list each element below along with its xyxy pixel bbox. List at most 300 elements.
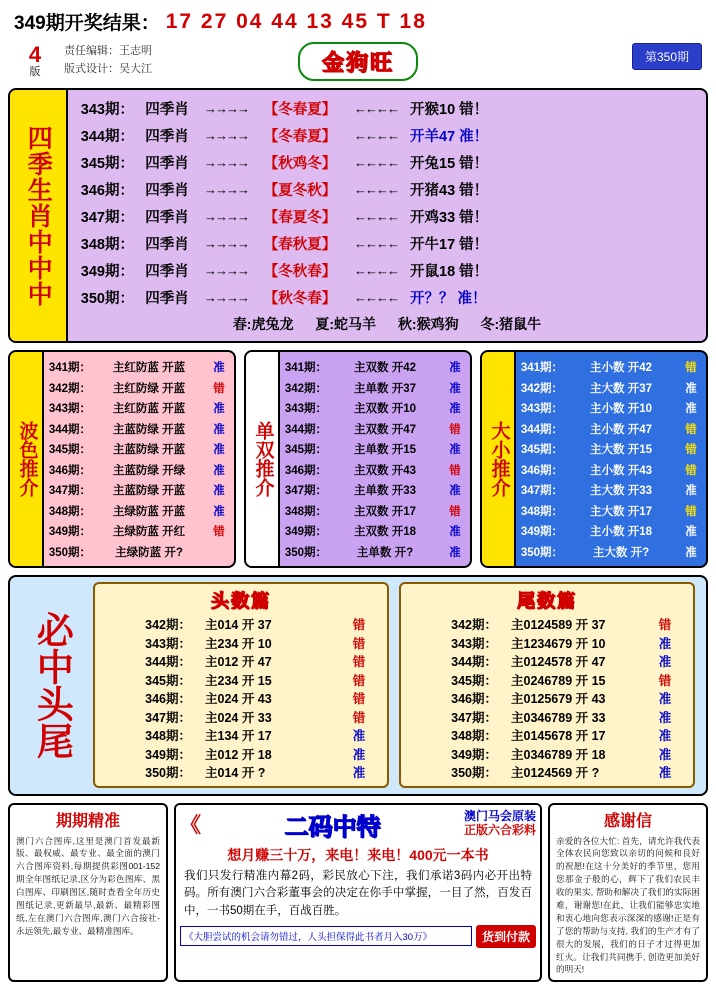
tip-issue: 347期： [48, 485, 91, 498]
footer [8, 803, 708, 983]
tip-issue: 343期： [48, 403, 91, 416]
row-issue: 342期： [451, 618, 497, 633]
row-issue: 343期： [451, 636, 497, 651]
season-zodiac-tag-text: 四季生肖中中中 [24, 124, 53, 307]
row-content: 主0346789 开 18 [511, 747, 606, 762]
row-content: 主0124578 开 47 [511, 655, 606, 670]
edition-number: 4 [28, 42, 42, 67]
row-issue: 343期： [145, 636, 191, 651]
tip-content: 主绿防蓝 开蓝 [112, 505, 186, 518]
row-status: 准 [352, 729, 366, 744]
tip-issue: 342期： [284, 382, 327, 395]
tip-status: 错 [685, 505, 697, 518]
row-issue: 347期： [145, 710, 191, 725]
tip-status: 错 [213, 382, 225, 395]
row-status: 错 [352, 636, 366, 651]
row-content: 主134 开 17 [205, 729, 272, 744]
ad-origin-line2: 正版六合彩料 [463, 823, 536, 837]
row-issue: 344期： [451, 655, 497, 670]
row-status: 错 [658, 618, 672, 633]
row-issue: 346期： [80, 183, 134, 199]
footer-col1-title-text: 期期精准 [55, 812, 120, 830]
head-section-title [99, 586, 383, 615]
tip-row [283, 460, 467, 481]
tip-row [519, 419, 703, 440]
tip-issue: 346期： [520, 464, 563, 477]
tip-status: 错 [213, 526, 225, 539]
row-prediction: 【冬春夏】 [263, 129, 337, 145]
tip-status: 错 [685, 444, 697, 457]
oddeven-tip-rows [280, 352, 470, 566]
season-zodiac-panel [8, 88, 708, 343]
tip-issue: 346期： [48, 464, 91, 477]
ad-title-text: 二码中特 [284, 813, 381, 841]
row-arrow-right: ←←←← [354, 155, 398, 170]
tail-row [405, 745, 689, 764]
tip-status: 准 [213, 485, 225, 498]
tail-row [405, 726, 689, 745]
row-arrow-right: ←←←← [354, 290, 398, 305]
tip-status: 错 [449, 423, 461, 436]
tip-issue: 341期： [48, 362, 91, 375]
tip-status: 准 [449, 444, 461, 457]
tip-issue: 347期： [284, 485, 327, 498]
tip-row [519, 398, 703, 419]
tip-content: 主小数 开47 [590, 423, 652, 436]
bigsmall-tip-tag [482, 352, 516, 566]
tip-row [283, 357, 467, 378]
oddeven-tip-tag [246, 352, 280, 566]
tip-content: 主红防蓝 开蓝 [112, 403, 186, 416]
tip-issue: 347期： [520, 485, 563, 498]
row-type: 四季肖 [145, 264, 189, 280]
credit-editor: 责任编辑：王志明 [64, 45, 152, 58]
head-row [99, 708, 383, 727]
tail-row [405, 689, 689, 708]
tip-row [47, 480, 231, 501]
legend-winter: 冬:猪鼠牛 [480, 316, 542, 332]
head-row [99, 671, 383, 690]
tip-issue: 350期： [284, 546, 327, 559]
tip-content: 主绿防蓝 开? [115, 546, 183, 559]
row-issue: 347期： [80, 210, 134, 226]
row-content: 主014 开 ? [205, 766, 266, 781]
tip-status: 准 [213, 444, 225, 457]
tip-row [283, 439, 467, 460]
tip-row [283, 419, 467, 440]
ad-note-text: 《大胆尝试的机会请勿错过，人头担保得此书者月入30万》 [180, 926, 472, 946]
head-row [99, 726, 383, 745]
tip-issue: 349期： [48, 526, 91, 539]
row-status: 准 [352, 766, 366, 781]
tip-row [47, 460, 231, 481]
tip-content: 主红防蓝 开蓝 [112, 362, 186, 375]
row-prediction: 【夏冬秋】 [263, 183, 337, 199]
row-content: 主0145678 开 17 [511, 729, 606, 744]
season-zodiac-row [72, 284, 702, 311]
tip-issue: 346期： [284, 464, 327, 477]
tip-status: 准 [685, 485, 697, 498]
row-arrow-left: →→→→ [204, 101, 248, 116]
mid-panels [8, 350, 708, 568]
tip-content: 主大数 开33 [590, 485, 652, 498]
row-result: 开羊47 准！ [410, 129, 489, 145]
ad-subtitle: 想月赚三十万，来电！来电！400元一本书 [227, 846, 489, 863]
tip-content: 主双数 开18 [354, 526, 416, 539]
tip-issue: 341期： [520, 362, 563, 375]
tip-row [47, 521, 231, 542]
footer-col3-title [550, 805, 706, 833]
row-issue: 346期： [145, 692, 191, 707]
tip-status: 准 [449, 362, 461, 375]
season-zodiac-row [72, 95, 702, 122]
row-issue: 342期： [145, 618, 191, 633]
credit-designer: 版式设计：吴大江 [64, 63, 152, 75]
result-numbers: 17 27 04 44 13 45 T 18 [165, 9, 427, 33]
edition-badge [12, 41, 58, 81]
tip-row [519, 460, 703, 481]
row-content: 主012 开 18 [205, 747, 272, 762]
tip-row [519, 357, 703, 378]
ad-title [201, 807, 464, 842]
row-result: 开兔15 错！ [410, 156, 489, 172]
row-content: 主0124569 开 ? [511, 766, 600, 781]
issue-badge: 第350期 [632, 43, 702, 70]
row-result: 开猴10 错！ [410, 102, 489, 118]
tip-row [283, 542, 467, 563]
tip-content: 主双数 开43 [354, 464, 416, 477]
tip-issue: 342期： [48, 382, 91, 395]
tail-section [399, 582, 695, 788]
tail-row [405, 634, 689, 653]
tip-status: 错 [685, 423, 697, 436]
head-row [99, 689, 383, 708]
row-type: 四季肖 [145, 210, 189, 226]
tip-content: 主单数 开? [356, 546, 414, 559]
row-arrow-left: →→→→ [204, 209, 248, 224]
legend-spring: 春:虎兔龙 [232, 316, 294, 332]
ad-quote-icon: 《 [180, 814, 201, 837]
row-issue: 350期： [145, 766, 191, 781]
row-status: 准 [658, 747, 672, 762]
ad-note [176, 923, 540, 952]
row-status: 错 [352, 618, 366, 633]
tip-issue: 344期： [520, 423, 563, 436]
row-status: 准 [658, 636, 672, 651]
tip-content: 主双数 开10 [354, 403, 416, 416]
tail-row [405, 671, 689, 690]
row-result: 开猪43 错！ [410, 183, 489, 199]
tail-row [405, 763, 689, 782]
color-tip-panel [8, 350, 236, 568]
row-issue: 350期： [451, 766, 497, 781]
season-zodiac-row [72, 257, 702, 284]
bigsmall-tip-rows [516, 352, 706, 566]
row-arrow-right: ←←←← [354, 182, 398, 197]
ad-body: 我们只发行精准内幕2码，彩民放心下注，我们承诺3码内必开出特码。所有澳门六合彩董事会的决定在你手中掌握，一目了然，百发百中，一书50期在手，百战百胜。 [184, 869, 532, 918]
tip-issue: 350期： [48, 546, 91, 559]
tip-content: 主单数 开33 [354, 485, 416, 498]
tip-content: 主绿防蓝 开红 [112, 526, 186, 539]
tip-row [283, 501, 467, 522]
row-content: 主014 开 37 [205, 618, 272, 633]
row-arrow-left: →→→→ [204, 182, 248, 197]
row-content: 主024 开 33 [205, 710, 272, 725]
tail-section-title-text: 尾数篇 [517, 591, 577, 611]
tip-row [519, 542, 703, 563]
season-zodiac-tag [10, 90, 68, 341]
tip-issue: 345期： [48, 444, 91, 457]
footer-col3-title-text: 感谢信 [603, 812, 652, 830]
tip-issue: 348期： [48, 505, 91, 518]
row-prediction: 【春秋夏】 [263, 237, 337, 253]
tip-row [283, 378, 467, 399]
tip-status: 准 [213, 464, 225, 477]
row-type: 四季肖 [145, 183, 189, 199]
tip-content: 主蓝防绿 开蓝 [112, 444, 186, 457]
row-content: 主0124589 开 37 [511, 618, 606, 633]
tip-issue: 349期： [520, 526, 563, 539]
tip-content: 主蓝防绿 开蓝 [112, 485, 186, 498]
tip-row [47, 439, 231, 460]
head-section-title-text: 头数篇 [211, 591, 271, 611]
row-type: 四季肖 [145, 129, 189, 145]
season-zodiac-legend [72, 311, 702, 338]
tip-issue: 345期： [284, 444, 327, 457]
row-content: 主1234679 开 10 [511, 636, 606, 651]
row-result: 开？？ 准！ [410, 291, 487, 307]
row-issue: 349期： [80, 264, 134, 280]
season-zodiac-row [72, 149, 702, 176]
row-arrow-left: →→→→ [204, 128, 248, 143]
row-result: 开牛17 错！ [410, 237, 489, 253]
tip-row [283, 480, 467, 501]
tip-issue: 344期： [284, 423, 327, 436]
masthead-title [298, 42, 418, 81]
row-arrow-left: →→→→ [204, 263, 248, 278]
row-type: 四季肖 [145, 291, 189, 307]
tip-status: 错 [685, 362, 697, 375]
row-result: 开鼠18 错！ [410, 264, 489, 280]
tip-status: 准 [449, 546, 461, 559]
tip-issue: 343期： [520, 403, 563, 416]
season-zodiac-row [72, 203, 702, 230]
row-status: 错 [352, 655, 366, 670]
head-row [99, 763, 383, 782]
tip-row [519, 521, 703, 542]
tip-row [519, 378, 703, 399]
tail-section-title [405, 586, 689, 615]
tip-row [519, 501, 703, 522]
tip-content: 主红防绿 开蓝 [112, 382, 186, 395]
tip-status: 准 [449, 382, 461, 395]
row-status: 准 [658, 729, 672, 744]
masthead-title-text: 金狗旺 [321, 49, 395, 75]
tip-content: 主双数 开42 [354, 362, 416, 375]
row-issue: 349期： [451, 747, 497, 762]
row-status: 准 [658, 766, 672, 781]
tip-content: 主单数 开37 [354, 382, 416, 395]
row-content: 主234 开 15 [205, 673, 272, 688]
ad-cod-badge[interactable]: 货到付款 [476, 925, 536, 948]
row-type: 四季肖 [145, 102, 189, 118]
tip-issue: 343期： [284, 403, 327, 416]
tip-issue: 348期： [284, 505, 327, 518]
tip-status: 准 [685, 403, 697, 416]
tip-row [47, 419, 231, 440]
row-issue: 347期： [451, 710, 497, 725]
footer-col1-title [10, 805, 166, 833]
footer-col3-text: 亲爱的各位大忙: 首先，请允许我代表全体农民向您致以亲切的问候和良好的祝愿!在这十分美好的季节里，您用您那金子般的心，辉下了我们农民丰收的果实, 帮助和解决了我们的实际困难，谢谢您!在此，让我们能够忠实地和衷心地向您表示深深的感谢!正是有了您的帮助与支持, 我们的生产才有了很大的发展，我们的日子才过得更加红火。让我们共同携手, 创造更加美好的明天! [556, 835, 700, 975]
row-content: 主0125679 开 43 [511, 692, 606, 707]
row-content: 主234 开 10 [205, 636, 272, 651]
row-issue: 344期： [145, 655, 191, 670]
head-row [99, 634, 383, 653]
row-prediction: 【春夏冬】 [263, 210, 337, 226]
row-prediction: 【秋冬春】 [263, 291, 337, 307]
tail-row [405, 708, 689, 727]
tip-status: 准 [213, 403, 225, 416]
color-tip-rows [44, 352, 234, 566]
season-zodiac-rows [68, 90, 706, 341]
season-zodiac-row [72, 122, 702, 149]
edition-label: 版 [29, 66, 41, 78]
tip-content: 主大数 开? [592, 546, 650, 559]
ad-origin [464, 810, 536, 838]
tip-issue: 344期： [48, 423, 91, 436]
tip-status: 准 [213, 423, 225, 436]
bigsmall-tip-tag-text: 大小推介 [488, 421, 510, 497]
tip-content: 主双数 开47 [354, 423, 416, 436]
tip-content: 主大数 开15 [590, 444, 652, 457]
ad-origin-line1: 澳门马会原装 [463, 809, 536, 824]
head-tail-panel [8, 575, 708, 796]
season-zodiac-row [72, 230, 702, 257]
tip-issue: 342期： [520, 382, 563, 395]
tip-row [283, 521, 467, 542]
row-arrow-left: →→→→ [204, 236, 248, 251]
tip-status: 准 [685, 546, 697, 559]
row-issue: 346期： [451, 692, 497, 707]
tip-content: 主蓝防绿 开绿 [112, 464, 186, 477]
row-status: 错 [352, 673, 366, 688]
row-issue: 345期： [451, 673, 497, 688]
oddeven-tip-tag-text: 单双推介 [252, 421, 274, 497]
row-issue: 348期： [145, 729, 191, 744]
credits [64, 43, 152, 78]
row-status: 准 [658, 710, 672, 725]
tip-row [283, 398, 467, 419]
tip-status: 准 [213, 505, 225, 518]
head-row [99, 615, 383, 634]
row-arrow-right: ←←←← [354, 128, 398, 143]
tip-issue: 345期： [520, 444, 563, 457]
row-status: 准 [352, 747, 366, 762]
tip-issue: 350期： [520, 546, 563, 559]
tip-row [47, 501, 231, 522]
tip-status: 错 [449, 464, 461, 477]
row-prediction: 【冬春夏】 [263, 102, 337, 118]
tail-row [405, 652, 689, 671]
tip-row [47, 378, 231, 399]
row-prediction: 【秋鸡冬】 [263, 156, 337, 172]
row-prediction: 【冬秋春】 [263, 264, 337, 280]
row-issue: 345期： [80, 156, 134, 172]
row-content: 主012 开 47 [205, 655, 272, 670]
tip-issue: 341期： [284, 362, 327, 375]
tip-status: 准 [685, 382, 697, 395]
head-tail-tag [14, 582, 88, 788]
tip-content: 主小数 开18 [590, 526, 652, 539]
head-row [99, 652, 383, 671]
tip-content: 主大数 开17 [590, 505, 652, 518]
tip-status: 准 [213, 362, 225, 375]
row-arrow-right: ←←←← [354, 263, 398, 278]
ad-header [176, 805, 540, 844]
row-arrow-right: ←←←← [354, 101, 398, 116]
tip-content: 主单数 开15 [354, 444, 416, 457]
tip-row [519, 439, 703, 460]
row-status: 错 [352, 710, 366, 725]
oddeven-tip-panel [244, 350, 472, 568]
row-type: 四季肖 [145, 156, 189, 172]
tip-issue: 348期： [520, 505, 563, 518]
tip-status: 准 [449, 485, 461, 498]
tip-content: 主双数 开17 [354, 505, 416, 518]
row-issue: 349期： [145, 747, 191, 762]
row-issue: 344期： [80, 129, 134, 145]
row-content: 主024 开 43 [205, 692, 272, 707]
header-result [8, 6, 708, 39]
tip-row [47, 357, 231, 378]
color-tip-tag [10, 352, 44, 566]
footer-col1-text: 澳门六合图库,这里是澳门首发最新版、最权威、最专业、最全面的澳门六合图库资料,每期提供彩图001-152期全年图纸记录,区分为彩色图库、黑白图库、印刷图区,随时查看全年历史图纸记录,更新最早,最新、最精彩图纸,左在澳门六合图库,澳门六合接社-永远领先,最专业、最精准图库。 [16, 835, 160, 936]
row-issue: 348期： [451, 729, 497, 744]
legend-autumn: 秋:猴鸡狗 [397, 316, 459, 332]
tip-content: 主小数 开43 [590, 464, 652, 477]
footer-col-thanks [548, 803, 708, 983]
season-zodiac-row [72, 176, 702, 203]
head-row [99, 745, 383, 764]
tip-row [47, 542, 231, 563]
row-status: 准 [658, 655, 672, 670]
tip-status: 错 [685, 464, 697, 477]
row-content: 主0346789 开 33 [511, 710, 606, 725]
bigsmall-tip-panel [480, 350, 708, 568]
row-issue: 343期： [80, 102, 134, 118]
tip-row [47, 398, 231, 419]
tip-content: 主小数 开42 [590, 362, 652, 375]
tip-status: 准 [449, 403, 461, 416]
row-issue: 348期： [80, 237, 134, 253]
result-label: 349期开奖结果： [14, 13, 160, 34]
row-result: 开鸡33 错！ [410, 210, 489, 226]
tip-content: 主小数 开10 [590, 403, 652, 416]
tip-row [519, 480, 703, 501]
footer-col-ad [174, 803, 542, 983]
row-arrow-right: ←←←← [354, 209, 398, 224]
tip-status: 准 [449, 526, 461, 539]
head-tail-tag-text: 必中头尾 [31, 610, 73, 759]
row-content: 主0246789 开 15 [511, 673, 606, 688]
row-status: 错 [352, 692, 366, 707]
tip-content: 主蓝防绿 开蓝 [112, 423, 186, 436]
row-issue: 350期： [80, 291, 134, 307]
tip-issue: 349期： [284, 526, 327, 539]
header-band [8, 39, 708, 83]
row-status: 错 [658, 673, 672, 688]
row-issue: 345期： [145, 673, 191, 688]
